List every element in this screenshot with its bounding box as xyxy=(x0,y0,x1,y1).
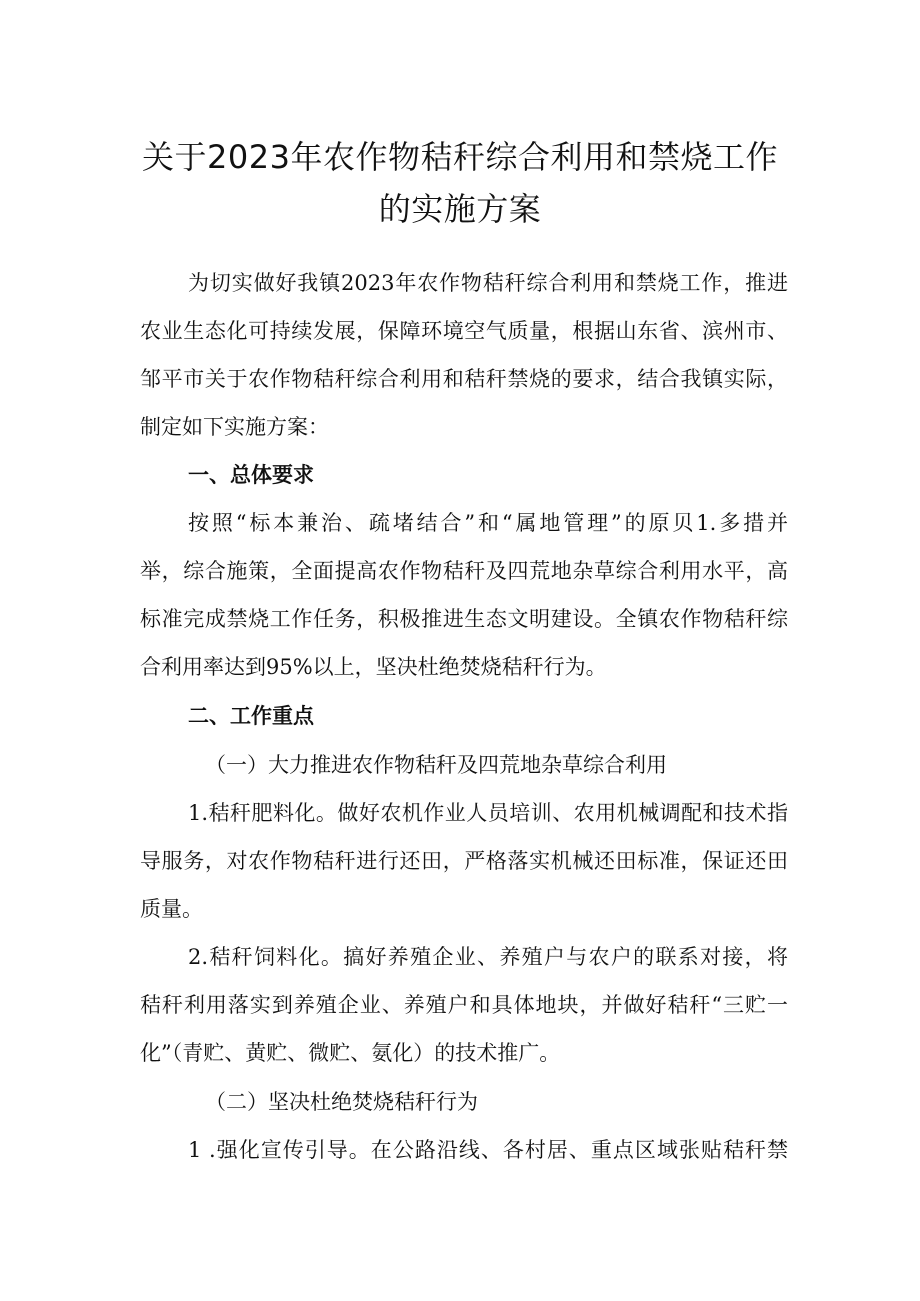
section-2-heading: 二、工作重点 xyxy=(188,704,314,728)
section-1-line-2: 举，综合施策，全面提高农作物秸秆及四荒地杂草综合利用水平，高 xyxy=(140,559,788,583)
document-title-line-2: 的实施方案 xyxy=(378,190,542,228)
section-1-heading: 一、总体要求 xyxy=(188,463,314,487)
intro-line-1: 为切实做好我镇2023年农作物秸秆综合利用和禁烧工作，推进 xyxy=(188,271,788,295)
item-2-line-1: 2.秸秆饲料化。搞好养殖企业、养殖户与农户的联系对接，将 xyxy=(188,945,788,969)
subsection-2-heading: （二）坚决杜绝焚烧秸秆行为 xyxy=(205,1090,478,1114)
item-2-line-2: 秸秆利用落实到养殖企业、养殖户和具体地块，并做好秸秆“三贮一 xyxy=(140,993,788,1017)
item-1-line-3: 质量。 xyxy=(140,897,203,921)
item-1-line-2: 导服务，对农作物秸秆进行还田，严格落实机械还田标准，保证还田 xyxy=(140,849,788,873)
section-1-line-3: 标准完成禁烧工作任务，积极推进生态文明建设。全镇农作物秸秆综 xyxy=(140,607,788,631)
intro-line-3: 邹平市关于农作物秸秆综合利用和秸秆禁烧的要求，结合我镇实际， xyxy=(140,367,788,391)
intro-line-2: 农业生态化可持续发展，保障环境空气质量，根据山东省、滨州市、 xyxy=(140,319,788,343)
section-1-line-4: 合利用率达到95%以上，坚决杜绝焚烧秸秆行为。 xyxy=(140,655,607,679)
item-3-line-1: 1 .强化宣传引导。在公路沿线、各村居、重点区域张贴秸秆禁 xyxy=(188,1138,788,1162)
subsection-1-heading: （一）大力推进农作物秸秆及四荒地杂草综合利用 xyxy=(205,753,667,777)
intro-line-4: 制定如下实施方案： xyxy=(140,415,329,439)
section-1-line-1: 按照“标本兼治、疏堵结合”和“属地管理”的原贝1.多措并 xyxy=(188,511,788,535)
item-2-line-3: 化”（青贮、黄贮、微贮、氨化）的技术推广。 xyxy=(140,1041,561,1065)
document-title-line-1: 关于2023年农作物秸秆综合利用和禁烧工作 xyxy=(142,138,778,176)
item-1-line-1: 1.秸秆肥料化。做好农机作业人员培训、农用机械调配和技术指 xyxy=(188,801,788,825)
